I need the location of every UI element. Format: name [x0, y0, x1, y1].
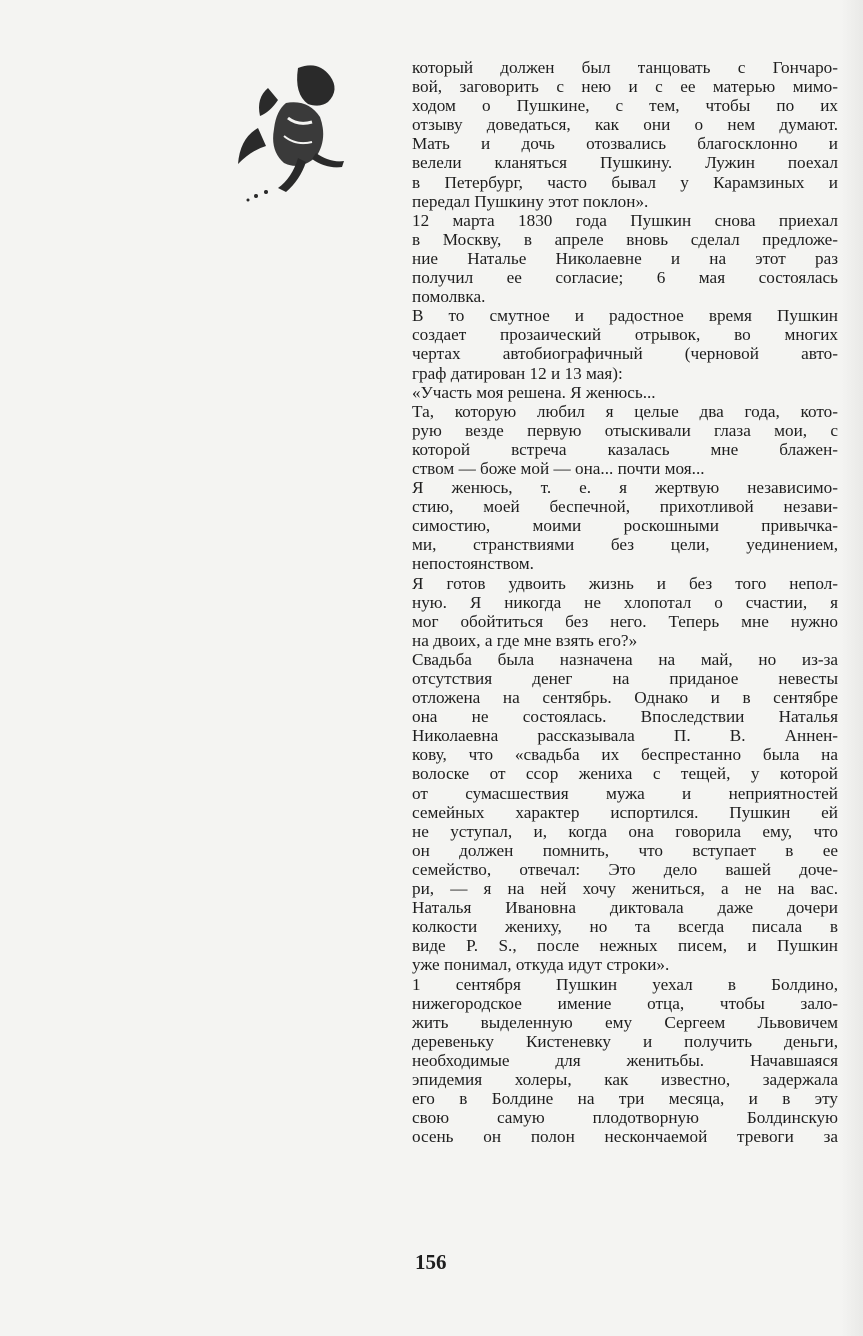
text-line: в Петербург, часто бывал у Карамзиных и	[412, 172, 838, 192]
text-line: виде P. S., после нежных писем, и Пушкин	[412, 936, 838, 956]
text-line: 1 сентября Пушкин уехал в Болдино,	[412, 974, 838, 994]
text-line: стию, моей беспечной, прихотливой незави-	[412, 497, 838, 517]
text-line: его в Болдине на три месяца, и в эту	[412, 1089, 838, 1109]
text-line: ние Наталье Николаевне и на этот раз	[412, 248, 838, 268]
text-line: рую везде первую отыскивали глаза мои, с	[412, 420, 838, 440]
text-line: ством — боже мой — она... почти моя...	[412, 458, 705, 478]
text-line: Свадьба была назначена на май, но из-за	[412, 649, 838, 669]
text-line: непостоянством.	[412, 554, 534, 574]
text-line: не уступал, и, когда она говорила ему, что	[412, 821, 838, 841]
text-line: велели кланяться Пушкину. Лужин поехал	[412, 153, 838, 173]
text-line: нижегородское имение отца, чтобы зало-	[412, 993, 838, 1013]
text-line: мог обойтиться без него. Теперь мне нужно	[412, 611, 838, 631]
paragraph	[412, 306, 838, 382]
text-line: эпидемия холеры, как известно, задержала	[412, 1069, 838, 1089]
paragraph	[412, 383, 838, 402]
text-line: В то смутное и радостное время Пушкин	[412, 306, 838, 326]
text-line: волоске от ссор жениха с тещей, у которой	[412, 764, 838, 784]
text-line: передал Пушкину этот поклон».	[412, 191, 649, 211]
text-line: чертах автобиографичный (черновой авто-	[412, 344, 838, 364]
text-line: он должен помнить, что вступает в ее	[412, 840, 838, 860]
text-line: жить выделенную ему Сергеем Львовичем	[412, 1012, 838, 1032]
text-line: получил ее согласие; 6 мая состоялась	[412, 268, 838, 288]
text-line: колкости жениху, но та всегда писала в	[412, 917, 838, 937]
text-line: Та, которую любил я целые два года, кото-	[412, 401, 838, 421]
text-line: Я женюсь, т. е. я жертвую независимо-	[412, 478, 838, 498]
text-line: она не состоялась. Впоследствии Наталья	[412, 707, 838, 727]
text-line: которой встреча казалась мне блажен-	[412, 439, 838, 459]
text-line: «Участь моя решена. Я женюсь...	[412, 382, 656, 402]
text-line: в Москву, в апреле вновь сделал предложе-	[412, 229, 838, 249]
text-line: Наталья Ивановна диктовала даже дочери	[412, 898, 838, 918]
paragraph	[412, 975, 838, 1147]
text-line: кову, что «свадьба их беспрестанно была на	[412, 745, 838, 765]
text-line: отложена на сентябрь. Однако и в сентябре	[412, 688, 838, 708]
text-line: ри, — я на ней хочу жениться, а не на вас.	[412, 879, 838, 899]
paragraph	[412, 211, 838, 306]
cherub-illustration-icon	[228, 58, 353, 203]
text-line: на двоих, а где мне взять его?»	[412, 630, 638, 650]
text-line: Николаевна рассказывала П. В. Аннен-	[412, 726, 838, 746]
text-line: от сумасшествия мужа и неприятностей	[412, 783, 838, 803]
text-line: Мать и дочь отозвались благосклонно и	[412, 134, 838, 154]
text-line: свою самую плодотворную Болдинскую	[412, 1108, 838, 1128]
paragraph	[412, 478, 838, 573]
text-line: вой, заговорить с нею и с ее матерью мимо-	[412, 77, 838, 97]
text-line: необходимые для женитьбы. Начавшаяся	[412, 1050, 838, 1070]
text-line: семейных характер испортился. Пушкин ей	[412, 802, 838, 822]
text-line: симостию, моими роскошными привычка-	[412, 516, 838, 536]
text-line: уже понимал, откуда идут строки».	[412, 955, 670, 975]
paragraph	[412, 574, 838, 650]
text-line: деревеньку Кистеневку и получить деньги,	[412, 1031, 838, 1051]
text-line: отсутствия денег на приданое невесты	[412, 669, 838, 688]
page-edge-shadow	[841, 0, 863, 1336]
text-line: помолвка.	[412, 287, 486, 307]
text-line: осень он полон нескончаемой тревоги за	[412, 1127, 838, 1147]
paragraph	[412, 58, 838, 211]
text-line: Я готов удвоить жизнь и без того непол-	[412, 573, 838, 593]
text-line: граф датирован 12 и 13 мая):	[412, 363, 623, 383]
paragraph	[412, 402, 838, 478]
text-line: ходом о Пушкине, с тем, чтобы по их	[412, 96, 838, 116]
text-line: который должен был танцовать с Гончаро-	[412, 58, 838, 77]
text-line: отзыву доведаться, как они о нем думают.	[412, 115, 838, 135]
text-line: ми, странствиями без цели, уединением,	[412, 535, 838, 555]
body-text	[412, 58, 838, 1146]
text-line: 12 марта 1830 года Пушкин снова приехал	[412, 210, 838, 230]
text-line: ную. Я никогда не хлопотал о счастии, я	[412, 592, 838, 612]
text-line: создает прозаический отрывок, во многих	[412, 325, 838, 345]
page-number: 156	[415, 1250, 447, 1274]
text-line: семейство, отвечал: Это дело вашей доче-	[412, 859, 838, 879]
paragraph	[412, 650, 838, 975]
